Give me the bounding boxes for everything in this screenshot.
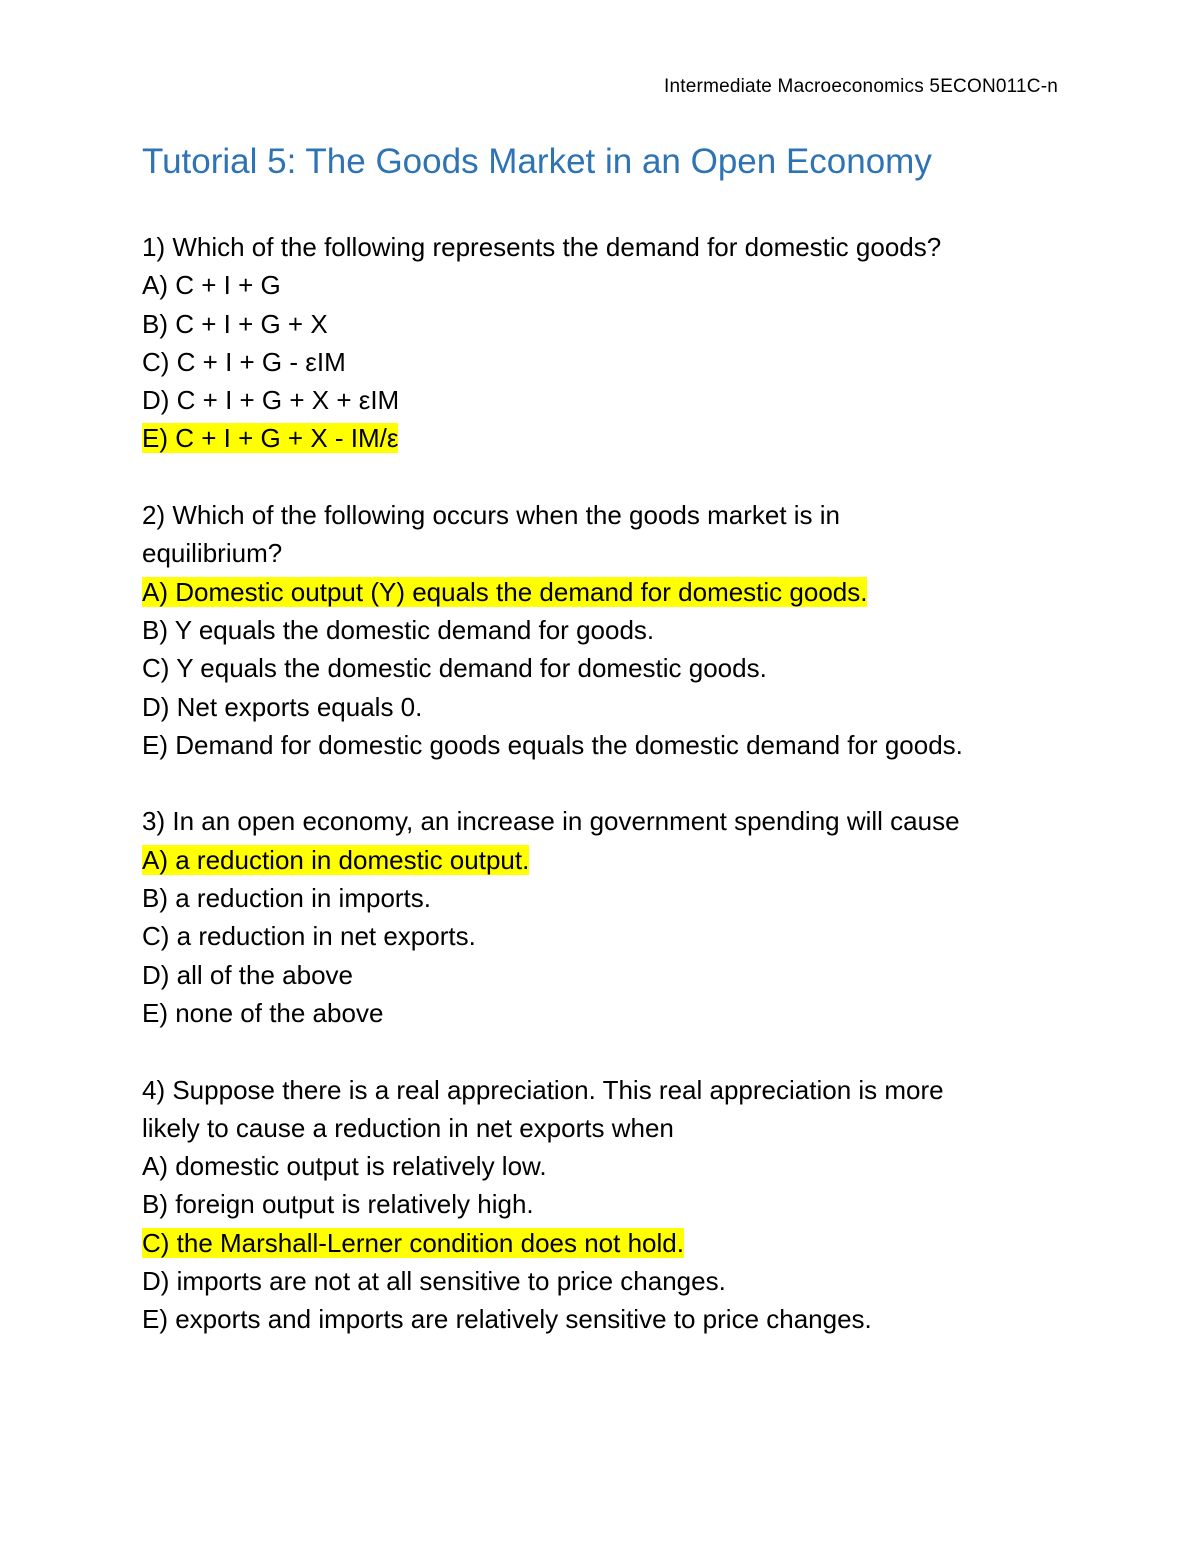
question-text-line: 1) Which of the following represents the demand for domestic goods? <box>142 232 942 262</box>
question-list <box>142 228 1062 1377</box>
option-text: B) a reduction in imports. <box>142 883 432 914</box>
question-3-option-c <box>142 917 1062 955</box>
option-text: A) a reduction in domestic output. <box>142 844 530 875</box>
question-2-option-b <box>142 611 1062 649</box>
question-2-option-a <box>142 573 1062 611</box>
option-text: D) C + I + G + X + εIM <box>142 385 400 416</box>
option-text: D) Net exports equals 0. <box>142 691 423 722</box>
question-1 <box>142 228 1062 458</box>
question-4-option-a <box>142 1147 1062 1185</box>
option-text: D) all of the above <box>142 959 354 990</box>
option-text: B) Y equals the domestic demand for goods. <box>142 614 655 645</box>
question-1-option-b <box>142 305 1062 343</box>
question-4-option-d <box>142 1262 1062 1300</box>
question-4-option-e <box>142 1300 1062 1338</box>
question-4 <box>142 1071 1062 1339</box>
option-text: B) foreign output is relatively high. <box>142 1189 534 1220</box>
question-2 <box>142 496 1062 764</box>
option-text: D) imports are not at all sensitive to price changes. <box>142 1266 726 1297</box>
question-4-option-b <box>142 1185 1062 1223</box>
question-2-text-line-2 <box>142 534 1062 572</box>
option-text: C) a reduction in net exports. <box>142 921 476 952</box>
question-text-line: likely to cause a reduction in net exports when <box>142 1112 674 1143</box>
question-text-line: 2) Which of the following occurs when the goods market is in <box>142 500 841 531</box>
question-1-option-e <box>142 419 1062 457</box>
question-3-option-a <box>142 841 1062 879</box>
option-text: E) Demand for domestic goods equals the domestic demand for goods. <box>142 729 963 760</box>
question-1-option-a <box>142 266 1062 304</box>
page-header: Intermediate Macroeconomics 5ECON011C-n <box>664 76 1058 97</box>
question-2-text-line-1 <box>142 496 1062 534</box>
question-text-line: 4) Suppose there is a real appreciation. This real appreciation is more <box>142 1074 944 1105</box>
option-text: C) the Marshall-Lerner condition does not hold. <box>142 1227 684 1258</box>
option-text: E) C + I + G + X - IM/ε <box>142 423 399 454</box>
question-4-text-line-1 <box>142 1071 1062 1109</box>
question-4-text-line-2 <box>142 1109 1062 1147</box>
question-3-option-b <box>142 879 1062 917</box>
question-2-option-e <box>142 726 1062 764</box>
question-3-option-e <box>142 994 1062 1032</box>
option-text: A) Domestic output (Y) equals the demand for domestic goods. <box>142 576 868 607</box>
question-1-text <box>142 228 1062 266</box>
page-title: Tutorial 5: The Goods Market in an Open Economy <box>142 142 932 181</box>
question-1-option-d <box>142 381 1062 419</box>
option-text: A) C + I + G <box>142 270 281 301</box>
question-1-option-c <box>142 343 1062 381</box>
option-text: E) exports and imports are relatively sensitive to price changes. <box>142 1304 872 1335</box>
option-text: C) Y equals the domestic demand for domestic goods. <box>142 653 767 684</box>
option-text: E) none of the above <box>142 997 384 1028</box>
option-text: C) C + I + G - εIM <box>142 346 346 377</box>
option-text: A) domestic output is relatively low. <box>142 1151 547 1182</box>
question-2-option-d <box>142 688 1062 726</box>
question-text-line: equilibrium? <box>142 538 283 569</box>
question-3-option-d <box>142 956 1062 994</box>
question-text-line: 3) In an open economy, an increase in government spending will cause <box>142 806 960 837</box>
question-2-option-c <box>142 649 1062 687</box>
question-3 <box>142 802 1062 1032</box>
question-4-option-c <box>142 1224 1062 1262</box>
option-text: B) C + I + G + X <box>142 308 328 339</box>
question-3-text <box>142 802 1062 840</box>
